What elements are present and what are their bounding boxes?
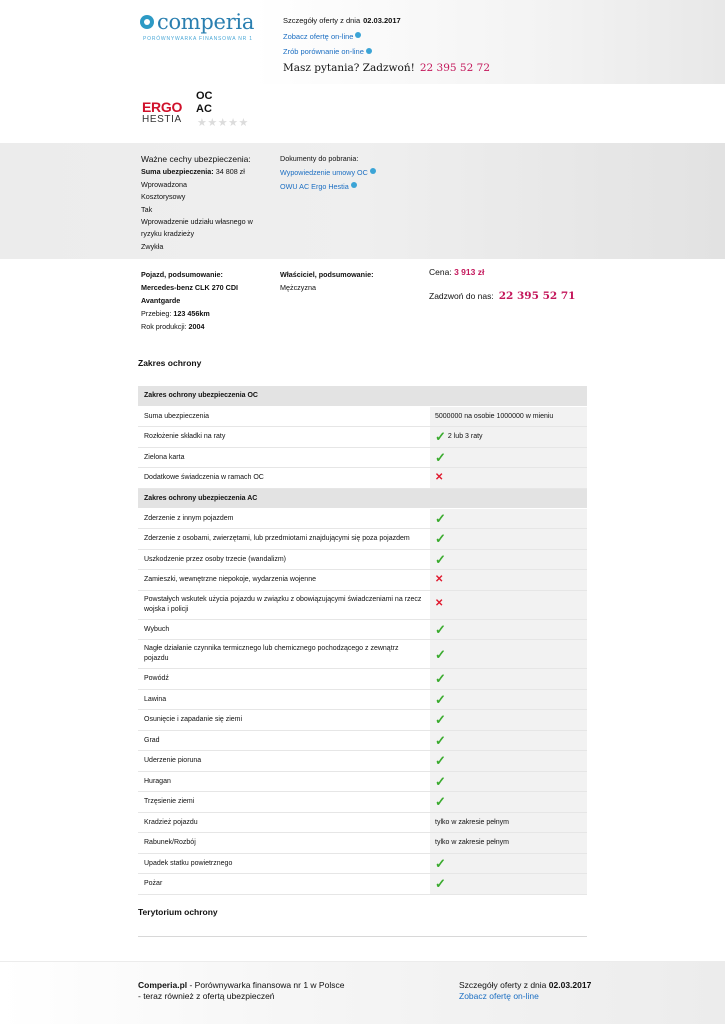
footer-brand: Comperia.pl	[138, 980, 188, 990]
coverage-value-wrap	[435, 876, 581, 892]
table-row	[138, 619, 587, 640]
footer-line2: - teraz również z ofertą ubezpieczeń	[138, 991, 275, 1001]
summary-section	[0, 262, 725, 342]
header-info	[283, 13, 583, 74]
coverage-value-wrap	[435, 646, 581, 662]
view-online-row	[283, 29, 583, 45]
questions-label: Masz pytania? Zadzwoń!	[283, 61, 415, 74]
check-icon: ✓	[435, 794, 446, 810]
table-row	[138, 590, 587, 619]
coverage-value	[430, 689, 587, 710]
table-row	[138, 468, 587, 489]
coverage-label: Uszkodzenie przez osoby trzecie (wandalizm)	[138, 549, 430, 570]
vehicle-model-2: Avantgarde	[141, 296, 181, 305]
coverage-label: Zderzenie z innym pojazdem	[138, 508, 430, 529]
insurer-block	[140, 88, 440, 138]
mileage-label: Przebieg:	[141, 309, 172, 318]
check-icon: ✓	[435, 712, 446, 728]
document-link-owu[interactable]: OWU AC Ergo Hestia	[280, 181, 349, 191]
coverage-value-wrap	[435, 712, 581, 728]
product-oc: OC	[196, 90, 213, 102]
coverage-value	[430, 710, 587, 731]
check-icon: ✓	[435, 510, 446, 526]
coverage-label: Zielona karta	[138, 447, 430, 468]
check-icon: ✓	[435, 732, 446, 748]
price-line	[429, 267, 629, 277]
table-row	[138, 570, 587, 591]
coverage-value	[430, 730, 587, 751]
coverage-value	[430, 669, 587, 690]
coverage-label: Osunięcie i zapadanie się ziemi	[138, 710, 430, 731]
feature-line: Tak	[141, 204, 153, 214]
offer-date-line	[283, 13, 583, 29]
owner-summary	[280, 268, 410, 294]
rating-stars	[197, 118, 249, 129]
ergo-hestia-logo	[142, 100, 182, 125]
logo-bottom-text: HESTIA	[142, 114, 182, 125]
group-title: Zakres ochrony ubezpieczenia AC	[138, 488, 587, 508]
mileage-line	[141, 307, 271, 320]
check-icon: ✓	[435, 753, 446, 769]
coverage-value-wrap	[435, 551, 581, 567]
offer-date-value: 02.03.2017	[363, 16, 401, 26]
logo-tagline: PORÓWNYWARKA FINANSOWA NR 1	[143, 36, 253, 42]
arrow-right-icon	[351, 182, 357, 188]
call-line	[429, 290, 629, 302]
arrow-right-icon	[370, 168, 376, 174]
coverage-value	[430, 812, 587, 833]
coverage-label: Rozłożenie składki na raty	[138, 427, 430, 448]
important-features	[141, 153, 271, 253]
divider	[138, 936, 587, 937]
product-list	[196, 90, 213, 116]
header-phone[interactable]: 22 395 52 72	[419, 61, 490, 74]
documents-title: Dokumenty do pobrania:	[280, 153, 359, 163]
coverage-value-wrap	[435, 429, 581, 445]
coverage-table	[138, 386, 587, 895]
cross-icon: ✕	[435, 573, 444, 585]
footer-brand-text	[138, 980, 344, 1002]
coverage-label: Grad	[138, 730, 430, 751]
table-row	[138, 853, 587, 874]
table-row	[138, 730, 587, 751]
table-row	[138, 406, 587, 427]
pricing	[429, 267, 629, 302]
page-footer	[0, 961, 725, 1024]
call-label: Zadzwoń do nas:	[429, 291, 494, 301]
coverage-label: Trzęsienie ziemi	[138, 792, 430, 813]
table-row	[138, 812, 587, 833]
coverage-value	[430, 529, 587, 550]
check-icon: ✓	[435, 429, 446, 445]
footer-offer-label: Szczegóły oferty z dnia	[459, 980, 547, 990]
coverage-value	[430, 406, 587, 427]
coverage-label: Huragan	[138, 771, 430, 792]
features-band	[0, 143, 725, 259]
coverage-value	[430, 792, 587, 813]
coverage-label: Pożar	[138, 874, 430, 895]
check-icon: ✓	[435, 449, 446, 465]
price-value: 3 913 zł	[454, 267, 485, 277]
coverage-value	[430, 833, 587, 854]
check-icon: ✓	[435, 646, 446, 662]
coverage-label: Powódź	[138, 669, 430, 690]
coverage-label: Dodatkowe świadczenia w ramach OC	[138, 468, 430, 489]
vehicle-summary	[141, 268, 271, 333]
table-row	[138, 792, 587, 813]
coverage-label: Powstałych wskutek użycia pojazdu w związku z obowiązującymi świadczeniami na rzecz wojska i policji	[138, 590, 430, 619]
star-icon: ★	[238, 117, 249, 129]
year-label: Rok produkcji:	[141, 322, 187, 331]
coverage-label: Upadek statku powietrznego	[138, 853, 430, 874]
table-row	[138, 710, 587, 731]
documents	[280, 151, 480, 193]
coverage-label: Zamieszki, wewnętrzne niepokoje, wydarzenia wojenne	[138, 570, 430, 591]
cross-icon: ✕	[435, 598, 444, 609]
feature-line: Wprowadzenie udziału własnego w	[141, 217, 253, 227]
coverage-label: Uderzenie pioruna	[138, 751, 430, 772]
table-row	[138, 669, 587, 690]
coverage-value-wrap	[435, 510, 581, 526]
coverage-value	[430, 549, 587, 570]
sum-insured-value: 34 808 zł	[215, 167, 245, 177]
check-icon: ✓	[435, 671, 446, 687]
coverage-value	[430, 874, 587, 895]
check-icon: ✓	[435, 876, 446, 892]
coverage-value-wrap	[435, 531, 581, 547]
coverage-value	[430, 853, 587, 874]
arrow-right-icon	[366, 48, 372, 54]
coverage-label: Suma ubezpieczenia	[138, 406, 430, 427]
coverage-value-wrap	[435, 732, 581, 748]
coverage-value-wrap	[435, 794, 581, 810]
feature-line: Wprowadzona	[141, 179, 187, 189]
product-ac: AC	[196, 103, 212, 115]
call-phone[interactable]: 22 395 52 71	[498, 290, 576, 302]
coverage-value	[430, 570, 587, 591]
coverage-value-text: 2 lub 3 raty	[447, 433, 483, 441]
coverage-label: Nagłe działanie czynnika termicznego lub chemicznego pochodzącego z zewnątrz pojazdu	[138, 640, 430, 669]
table-row	[138, 874, 587, 895]
owner-title: Właściciel, podsumowanie:	[280, 270, 374, 279]
check-icon: ✓	[435, 855, 446, 871]
comperia-logo-icon	[140, 15, 154, 29]
star-icon: ★	[217, 117, 228, 129]
coverage-value	[430, 640, 587, 669]
coverage-value	[430, 619, 587, 640]
table-row	[138, 689, 587, 710]
page-header	[0, 0, 725, 84]
coverage-value-wrap	[435, 621, 581, 637]
coverage-group-header	[138, 386, 587, 406]
footer-offer-date: 02.03.2017	[548, 980, 592, 990]
coverage-value	[430, 447, 587, 468]
coverage-value-wrap	[435, 773, 581, 789]
check-icon: ✓	[435, 773, 446, 789]
logo-wordmark: comperia	[157, 10, 255, 34]
check-icon: ✓	[435, 691, 446, 707]
vehicle-model-1: Mercedes-benz CLK 270 CDI	[141, 283, 239, 292]
offer-date-label: Szczegóły oferty z dnia	[283, 16, 361, 26]
mileage-value: 123 456km	[173, 309, 210, 318]
compare-online-row	[283, 44, 583, 60]
questions-line	[283, 62, 583, 74]
table-row	[138, 508, 587, 529]
check-icon: ✓	[435, 551, 446, 567]
price-label: Cena:	[429, 267, 452, 277]
table-row	[138, 447, 587, 468]
check-icon: ✓	[435, 621, 446, 637]
owner-value: Mężczyzna	[280, 283, 316, 292]
year-value: 2004	[188, 322, 205, 331]
table-row	[138, 751, 587, 772]
footer-view-online-link[interactable]: Zobacz ofertę on-line	[459, 991, 539, 1001]
territory-title: Terytorium ochrony	[138, 907, 218, 917]
coverage-label: Kradzież pojazdu	[138, 812, 430, 833]
coverage-value	[430, 590, 587, 619]
comperia-logo[interactable]	[140, 10, 260, 46]
star-icon: ★	[197, 117, 207, 129]
vehicle-title: Pojazd, podsumowanie:	[141, 270, 223, 279]
coverage-group-header	[138, 488, 587, 508]
star-icon: ★	[228, 117, 238, 129]
coverage-value-wrap	[435, 449, 581, 465]
coverage-label: Lawina	[138, 689, 430, 710]
coverage-value-wrap	[435, 671, 581, 687]
coverage-value-wrap	[435, 753, 581, 769]
coverage-label: Wybuch	[138, 619, 430, 640]
sum-insured-label: Suma ubezpieczenia:	[141, 167, 214, 177]
coverage-value-wrap	[435, 855, 581, 871]
year-line	[141, 320, 271, 333]
feature-line: Kosztorysowy	[141, 192, 186, 202]
coverage-label: Rabunek/Rozbój	[138, 833, 430, 854]
coverage-value	[430, 468, 587, 489]
coverage-title: Zakres ochrony	[138, 358, 202, 368]
table-row	[138, 771, 587, 792]
compare-online-link[interactable]: Zrób porównanie on-line	[283, 47, 364, 57]
star-icon: ★	[207, 117, 218, 129]
feature-line: ryzyku kradzieży	[141, 229, 195, 239]
footer-line1: - Porównywarka finansowa nr 1 w Polsce	[187, 980, 345, 990]
coverage-value-text: tylko w zakresie pełnym	[435, 818, 509, 826]
document-row	[280, 179, 480, 193]
check-icon: ✓	[435, 531, 446, 547]
features-title: Ważne cechy ubezpieczenia:	[141, 154, 251, 164]
table-row	[138, 833, 587, 854]
document-row	[280, 165, 480, 179]
cross-icon: ✕	[435, 471, 444, 483]
document-link-oc[interactable]: Wypowiedzenie umowy OC	[280, 167, 368, 177]
footer-offer	[459, 980, 591, 1002]
coverage-value	[430, 508, 587, 529]
table-row	[138, 529, 587, 550]
coverage-value-text: tylko w zakresie pełnym	[435, 839, 509, 847]
view-online-link[interactable]: Zobacz ofertę on-line	[283, 31, 354, 41]
coverage-value	[430, 771, 587, 792]
sum-insured-line	[141, 166, 271, 178]
coverage-value-text: 5000000 na osobie 1000000 w mieniu	[435, 412, 554, 420]
table-row	[138, 640, 587, 669]
coverage-value	[430, 427, 587, 448]
group-title: Zakres ochrony ubezpieczenia OC	[138, 386, 587, 406]
coverage-label: Zderzenie z osobami, zwierzętami, lub przedmiotami znajdującymi się poza pojazdem	[138, 529, 430, 550]
logo-top-text: ERGO	[142, 99, 183, 115]
coverage-value	[430, 751, 587, 772]
coverage-value-wrap	[435, 691, 581, 707]
feature-line: Zwykła	[141, 241, 164, 251]
table-row	[138, 549, 587, 570]
arrow-right-icon	[355, 32, 361, 38]
table-row	[138, 427, 587, 448]
